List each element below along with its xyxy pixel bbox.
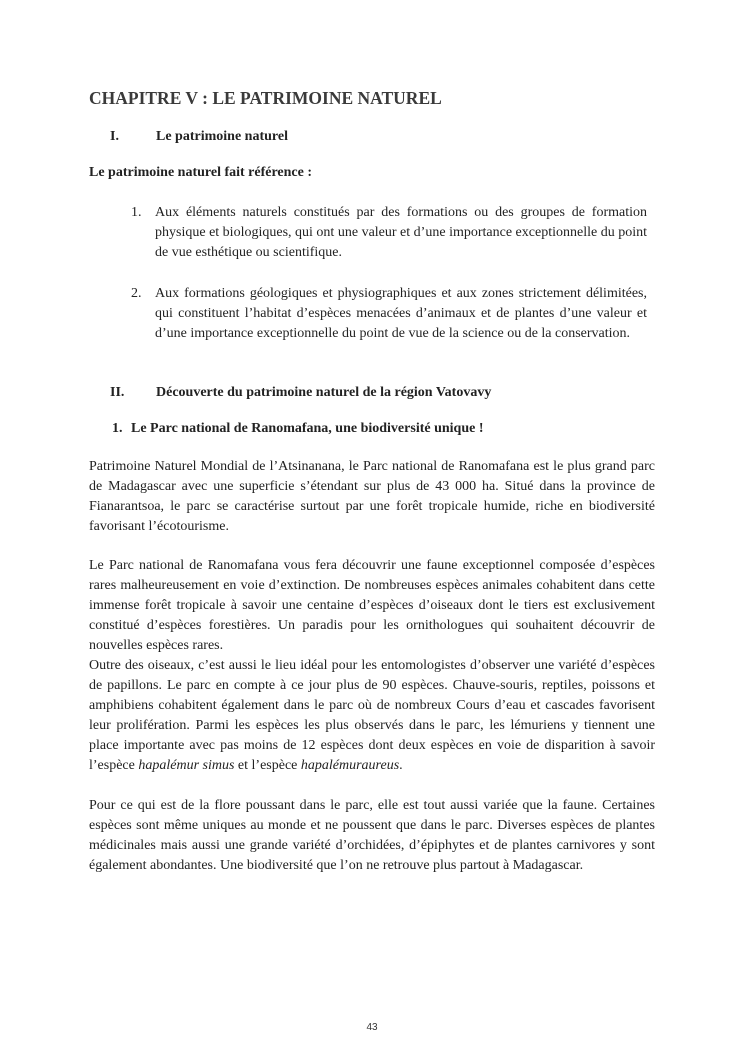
paragraph-flora: Pour ce qui est de la flore poussant dans le parc, elle est tout aussi variée que la faune. Certaines espèces sont même uniques au monde et ne poussent que dans le parc. Diverses espèces de plantes médicinales mais aussi une grande variété d’orchidées, d’épiphytes et de plantes carnivores y sont également abondantes. Une biodiversité que l’on ne retrouve plus partout à Madagascar. <box>89 798 655 873</box>
definition-text: Aux éléments naturels constitués par des formations ou des groupes de formation physique et biologiques, qui ont une valeur et d’une importance exceptionnelle du point de vue esthétique ou scientifique. <box>155 205 647 260</box>
section-heading-1 <box>110 129 288 145</box>
species-name: hapalémuraureus <box>300 758 400 773</box>
paragraph-species <box>89 656 655 776</box>
species-text: Outre des oiseaux, c’est aussi le lieu idéal pour les entomologistes d’observer une variété d’espèces de papillons. Le parc en compte à ce jour plus de 90 espèces. Chauve-souris, reptiles, poissons et amphibiens cohabitent également dans le parc où de nombreux Cours d’eau et cascades favorisent leur prolifération. Parmi les espèces les plus observés dans le parc, les lémuriens y tiennent une place importante avec pas moins de 12 espèces dont deux espèces en voie de disparition à savoir l’espèce <box>89 658 655 773</box>
section-title: Le patrimoine naturel <box>156 129 288 144</box>
chapter-title: CHAPITRE V : LE PATRIMOINE NATUREL <box>89 88 442 108</box>
species-text-end: . <box>399 758 403 773</box>
definition-text: Aux formations géologiques et physiographiques et aux zones strictement délimitées, qui constituent l’habitat d’espèces menacées d’animaux et de plantes d’une valeur et d’une importance exceptionnelle du point de vue de la science ou de la conservation. <box>155 286 647 341</box>
paragraph-intro-park: Patrimoine Naturel Mondial de l’Atsinanana, le Parc national de Ranomafana est le plus grand parc de Madagascar avec une superficie s’étendant sur plus de 43 000 ha. Situé dans la province de Fianarantsoa, le parc se caractérise surtout par une forêt tropicale humide, riche en biodiversité favorisant l’écotourisme. <box>89 459 655 534</box>
species-text-connector: et l’espèce <box>237 758 298 773</box>
species-name: hapalémur simus <box>138 758 235 773</box>
page-number: 43 <box>366 1022 378 1033</box>
subsection-number: 1. <box>112 421 123 436</box>
list-marker: 2. <box>131 286 142 301</box>
section-title: Découverte du patrimoine naturel de la région Vatovavy <box>156 385 492 400</box>
subsection-title: Le Parc national de Ranomafana, une biodiversité unique ! <box>131 421 484 436</box>
definition-item <box>131 203 647 263</box>
definition-item <box>131 284 647 344</box>
intro-text: Le patrimoine naturel fait référence : <box>89 165 313 180</box>
list-marker: 1. <box>131 205 142 220</box>
section-heading-2 <box>110 385 491 401</box>
paragraph-fauna: Le Parc national de Ranomafana vous fera découvrir une faune exceptionnel composée d’espèces rares malheureusement en voie d’extinction. De nombreuses espèces animales cohabitent dans cette immense forêt tropicale à savoir une centaine d’espèces d’oiseaux dont le tiers est exclusivement constitué d’espèces forestières. Un paradis pour les ornithologues qui souhaitent découvrir de nouvelles espèces rares. <box>89 558 655 653</box>
section-number: I. <box>110 129 119 144</box>
subsection-heading <box>112 421 484 437</box>
section-number: II. <box>110 385 125 400</box>
